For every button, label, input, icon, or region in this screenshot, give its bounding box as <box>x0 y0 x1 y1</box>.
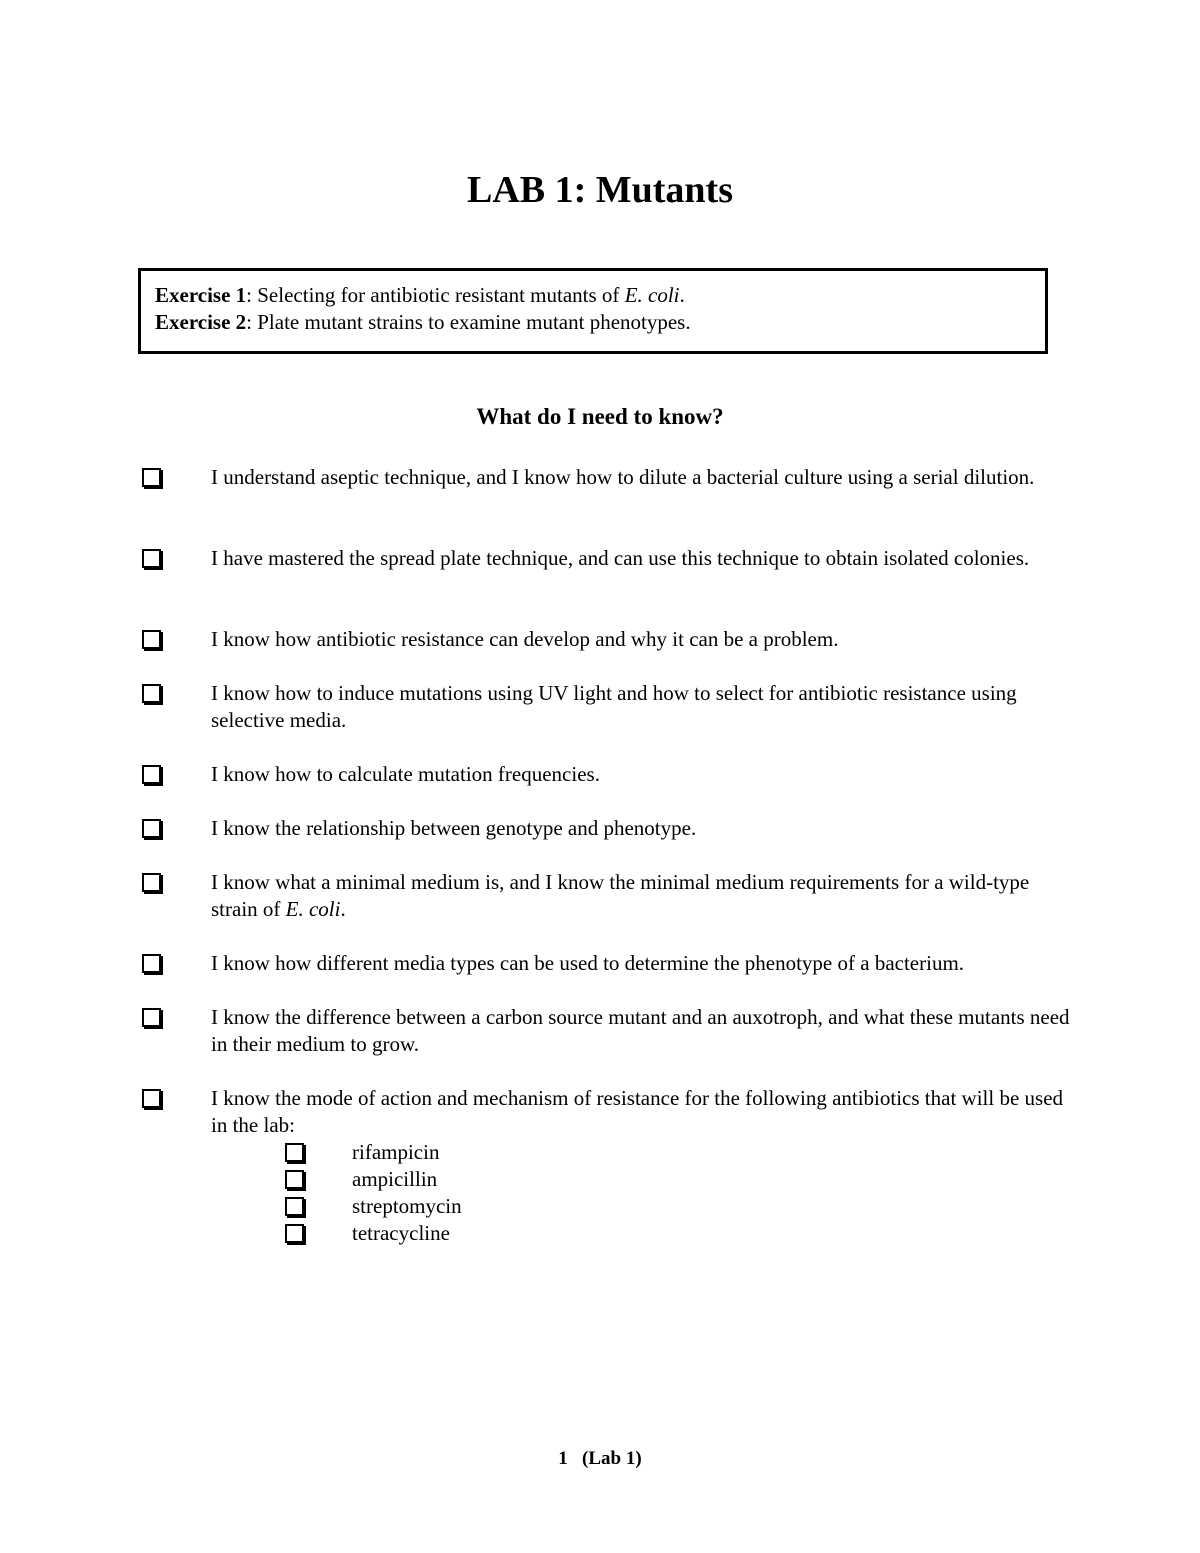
checkbox-icon[interactable] <box>142 819 161 838</box>
checkbox-icon[interactable] <box>285 1197 304 1216</box>
checklist-item-text: I know how antibiotic resistance can develop and why it can be a problem. <box>211 627 839 651</box>
checklist-item-text: I have mastered the spread plate technique, and can use this technique to obtain isolated colonies. <box>211 546 1030 570</box>
antibiotic-name: tetracycline <box>352 1221 450 1245</box>
exercise-2-text: : Plate mutant strains to examine mutant phenotypes. <box>246 310 691 334</box>
exercise-1-label: Exercise 1 <box>155 283 247 307</box>
checkbox-icon[interactable] <box>142 954 161 973</box>
antibiotic-name: streptomycin <box>352 1194 462 1218</box>
antibiotic-name: rifampicin <box>352 1140 440 1164</box>
exercise-1-organism: E. coli <box>624 283 680 307</box>
checkbox-icon[interactable] <box>142 468 161 487</box>
organism-name: E. coli <box>285 897 341 921</box>
checkbox-icon[interactable] <box>142 1008 161 1027</box>
checklist-item-text: I know how to calculate mutation frequencies. <box>211 762 600 786</box>
checkbox-icon[interactable] <box>142 549 161 568</box>
checklist-item-text: I know the relationship between genotype and phenotype. <box>211 816 697 840</box>
checkbox-icon[interactable] <box>142 765 161 784</box>
antibiotic-name: ampicillin <box>352 1167 438 1191</box>
exercise-1-period: . <box>679 283 685 307</box>
exercise-1-line <box>155 282 685 308</box>
exercise-2-label: Exercise 2 <box>155 310 247 334</box>
checklist-item-text-end: . <box>340 897 346 921</box>
checkbox-icon[interactable] <box>285 1224 304 1243</box>
checklist-item-text: I understand aseptic technique, and I know how to dilute a bacterial culture using a serial dilution. <box>211 465 1035 489</box>
exercise-box <box>138 268 1048 354</box>
checklist-item-text <box>211 869 1071 923</box>
checkbox-icon[interactable] <box>142 684 161 703</box>
exercise-1-text: : Selecting for antibiotic resistant mutants of <box>246 283 625 307</box>
checklist-item-text: I know how to induce mutations using UV light and how to select for antibiotic resistance using selective media. <box>211 681 1017 732</box>
checkbox-icon[interactable] <box>142 630 161 649</box>
checkbox-icon[interactable] <box>142 873 161 892</box>
checklist-item-text: I know the mode of action and mechanism of resistance for the following antibiotics that will be used in the lab: <box>211 1086 1064 1137</box>
page-footer: 1 (Lab 1) <box>558 1448 642 1469</box>
checklist-item-text: I know how different media types can be used to determine the phenotype of a bacterium. <box>211 951 965 975</box>
checklist-item-text: I know the difference between a carbon source mutant and an auxotroph, and what these mutants need in their medium to grow. <box>211 1005 1070 1056</box>
checkbox-icon[interactable] <box>285 1170 304 1189</box>
exercise-2-line <box>155 309 691 335</box>
page-title: LAB 1: Mutants <box>466 169 734 211</box>
checkbox-icon[interactable] <box>142 1089 161 1108</box>
section-heading: What do I need to know? <box>476 404 724 429</box>
checkbox-icon[interactable] <box>285 1143 304 1162</box>
checklist-item-text-main: I know what a minimal medium is, and I know the minimal medium requirements for a wild-type strain of <box>211 870 1030 921</box>
